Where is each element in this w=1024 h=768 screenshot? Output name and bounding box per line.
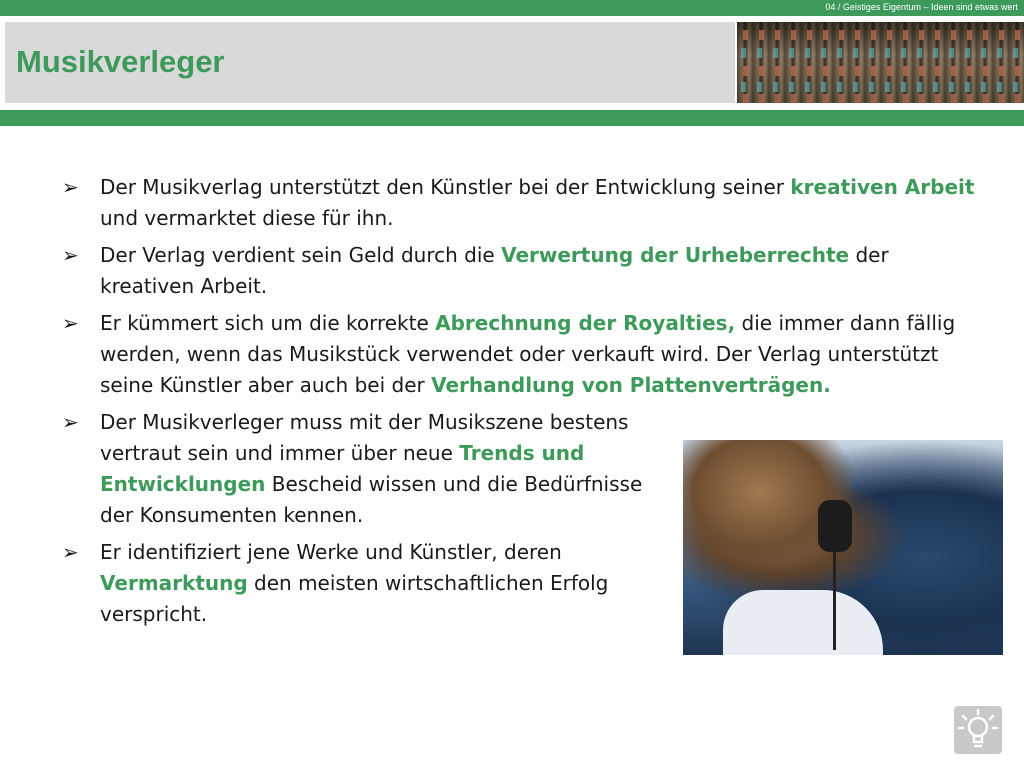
slide-title: Musikverleger <box>16 44 225 79</box>
bullet-text: Er kümmert sich um die korrekte <box>100 311 436 335</box>
bullet-arrow-icon: ➢ <box>62 311 79 335</box>
lower-accent-band <box>0 110 1024 126</box>
lightbulb-icon <box>954 706 1002 754</box>
bullet-text: Der Verlag verdient sein Geld durch die <box>100 243 502 267</box>
bullet-item <box>62 240 977 302</box>
bullet-item <box>62 308 977 401</box>
bullet-arrow-icon: ➢ <box>62 540 79 564</box>
bullet-text: die immer dann fällig werden, wenn das Musikstück verwendet oder verkauft wird. Der Verlag unterstützt seine Künstler aber auch bei der <box>100 311 956 397</box>
mixing-console-image <box>737 22 1024 103</box>
bullet-text: der kreativen Arbeit. <box>100 243 889 298</box>
top-accent-band <box>0 0 1024 16</box>
bullet-text: Er identifiziert jene Werke und Künstler, deren <box>100 540 562 564</box>
man-with-headset-image <box>683 440 1003 655</box>
bullet-text: und vermarktet diese für ihn. <box>100 206 394 230</box>
highlighted-term: kreativen Arbeit <box>790 175 975 199</box>
bullet-text: den meisten wirtschaftlichen Erfolg verspricht. <box>100 571 609 626</box>
bullet-arrow-icon: ➢ <box>62 243 79 267</box>
bullet-arrow-icon: ➢ <box>62 410 79 434</box>
bullet-text: Der Musikverlag unterstützt den Künstler bei der Entwicklung seiner <box>100 175 791 199</box>
highlighted-term: Trends und Entwicklungen <box>100 441 585 496</box>
highlighted-term: Verhandlung von Plattenverträgen. <box>431 373 831 397</box>
highlighted-term: Abrechnung der Royalties, <box>435 311 736 335</box>
bullet-arrow-icon: ➢ <box>62 175 79 199</box>
highlighted-term: Vermarktung <box>100 571 248 595</box>
headset-icon <box>818 500 852 552</box>
bullet-text: Bescheid wissen und die Bedürfnisse der Konsumenten kennen. <box>100 472 643 527</box>
running-header: 04 / Geistiges Eigentum – Ideen sind etwas wert <box>825 2 1018 12</box>
bullet-text: Der Musikverleger muss mit der Musikszene bestens vertraut sein und immer über neue <box>100 410 629 465</box>
bullet-item <box>62 172 977 234</box>
highlighted-term: Verwertung der Urheberrechte <box>501 243 850 267</box>
